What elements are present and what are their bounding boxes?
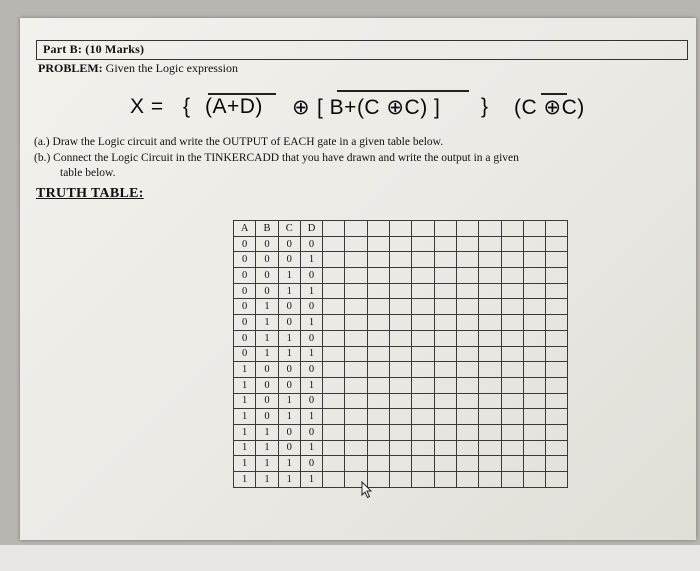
mouse-cursor-icon xyxy=(361,481,373,499)
expr-last-term: (C ⊕C) xyxy=(514,96,585,119)
blank-output-cell xyxy=(412,252,434,268)
blank-output-cell xyxy=(523,236,545,252)
blank-output-cell xyxy=(523,393,545,409)
blank-output-cell xyxy=(434,393,456,409)
blank-output-cell xyxy=(345,330,367,346)
blank-output-cell xyxy=(412,440,434,456)
blank-output-cell xyxy=(323,315,345,331)
blank-output-cell xyxy=(456,252,478,268)
blank-output-cell xyxy=(546,424,568,440)
blank-output-cell xyxy=(412,393,434,409)
blank-output-cell xyxy=(479,393,501,409)
blank-output-cell xyxy=(390,424,412,440)
blank-output-cell xyxy=(390,299,412,315)
blank-output-cell xyxy=(479,330,501,346)
input-cell: 0 xyxy=(278,424,300,440)
blank-output-cell xyxy=(501,472,523,488)
blank-output-header-cell xyxy=(345,221,367,237)
header-cell-b: B xyxy=(256,221,278,237)
expr-open-brace: { xyxy=(183,95,191,118)
blank-output-cell xyxy=(546,377,568,393)
input-cell: 0 xyxy=(300,268,322,284)
input-cell: 0 xyxy=(234,283,256,299)
part-title: Part B: (10 Marks) xyxy=(43,42,145,56)
blank-output-cell xyxy=(456,377,478,393)
blank-output-cell xyxy=(367,330,389,346)
blank-output-cell xyxy=(456,362,478,378)
blank-output-cell xyxy=(523,472,545,488)
input-cell: 1 xyxy=(256,440,278,456)
input-cell: 1 xyxy=(234,472,256,488)
blank-output-cell xyxy=(546,283,568,299)
blank-output-cell xyxy=(523,424,545,440)
blank-output-cell xyxy=(501,346,523,362)
input-cell: 1 xyxy=(256,346,278,362)
overline-last-c xyxy=(541,93,567,95)
blank-output-cell xyxy=(456,315,478,331)
blank-output-cell xyxy=(345,315,367,331)
blank-output-cell xyxy=(390,330,412,346)
blank-output-cell xyxy=(501,456,523,472)
input-cell: 1 xyxy=(234,440,256,456)
blank-output-cell xyxy=(456,346,478,362)
input-cell: 1 xyxy=(300,283,322,299)
input-cell: 1 xyxy=(256,315,278,331)
problem-label: PROBLEM: xyxy=(38,61,103,75)
blank-output-cell xyxy=(323,299,345,315)
blank-output-cell xyxy=(456,268,478,284)
input-cell: 1 xyxy=(278,393,300,409)
blank-output-cell xyxy=(456,472,478,488)
expr-a-plus-d: (A+D) xyxy=(205,95,263,118)
blank-output-cell xyxy=(323,268,345,284)
input-cell: 0 xyxy=(278,299,300,315)
overline-bracket-term xyxy=(337,90,469,92)
blank-output-cell xyxy=(501,440,523,456)
input-cell: 1 xyxy=(300,472,322,488)
input-cell: 0 xyxy=(256,409,278,425)
blank-output-cell xyxy=(523,377,545,393)
blank-output-cell xyxy=(390,268,412,284)
blank-output-cell xyxy=(367,377,389,393)
table-row xyxy=(234,456,568,472)
blank-output-cell xyxy=(412,315,434,331)
table-row xyxy=(234,346,568,362)
blank-output-cell xyxy=(523,440,545,456)
blank-output-cell xyxy=(434,236,456,252)
blank-output-cell xyxy=(367,346,389,362)
input-cell: 1 xyxy=(300,409,322,425)
blank-output-cell xyxy=(501,315,523,331)
blank-output-cell xyxy=(523,283,545,299)
blank-output-cell xyxy=(345,268,367,284)
input-cell: 0 xyxy=(256,236,278,252)
blank-output-cell xyxy=(412,283,434,299)
truth-table xyxy=(233,220,568,488)
input-cell: 0 xyxy=(234,268,256,284)
blank-output-cell xyxy=(323,283,345,299)
input-cell: 0 xyxy=(278,315,300,331)
blank-output-cell xyxy=(479,424,501,440)
table-row xyxy=(234,268,568,284)
blank-output-cell xyxy=(434,315,456,331)
blank-output-cell xyxy=(367,236,389,252)
blank-output-cell xyxy=(456,236,478,252)
blank-output-cell xyxy=(323,409,345,425)
blank-output-cell xyxy=(412,472,434,488)
input-cell: 0 xyxy=(256,268,278,284)
blank-output-cell xyxy=(323,252,345,268)
blank-output-header-cell xyxy=(523,221,545,237)
input-cell: 1 xyxy=(278,409,300,425)
blank-output-cell xyxy=(523,252,545,268)
blank-output-cell xyxy=(345,252,367,268)
blank-output-cell xyxy=(345,236,367,252)
expr-x-equals: X = xyxy=(130,95,164,118)
input-cell: 0 xyxy=(300,393,322,409)
input-cell: 1 xyxy=(256,299,278,315)
blank-output-cell xyxy=(501,362,523,378)
problem-statement xyxy=(38,61,238,76)
blank-output-cell xyxy=(390,362,412,378)
input-cell: 1 xyxy=(300,346,322,362)
table-row xyxy=(234,362,568,378)
table-row xyxy=(234,393,568,409)
input-cell: 1 xyxy=(234,456,256,472)
screen-bottom-edge xyxy=(0,545,700,571)
blank-output-cell xyxy=(456,456,478,472)
blank-output-cell xyxy=(434,252,456,268)
instruction-b-continued: table below. xyxy=(60,167,116,179)
blank-output-header-cell xyxy=(390,221,412,237)
blank-output-cell xyxy=(390,377,412,393)
input-cell: 0 xyxy=(278,362,300,378)
table-row xyxy=(234,252,568,268)
blank-output-cell xyxy=(434,330,456,346)
input-cell: 0 xyxy=(256,377,278,393)
blank-output-cell xyxy=(345,409,367,425)
input-cell: 1 xyxy=(256,330,278,346)
worksheet-page xyxy=(20,18,696,540)
blank-output-cell xyxy=(434,283,456,299)
blank-output-cell xyxy=(523,456,545,472)
input-cell: 1 xyxy=(256,472,278,488)
problem-text: Given the Logic expression xyxy=(105,61,238,75)
input-cell: 0 xyxy=(234,236,256,252)
blank-output-cell xyxy=(523,268,545,284)
input-cell: 1 xyxy=(300,315,322,331)
input-cell: 0 xyxy=(256,252,278,268)
blank-output-cell xyxy=(479,299,501,315)
blank-output-cell xyxy=(523,299,545,315)
blank-output-cell xyxy=(546,472,568,488)
blank-output-cell xyxy=(501,330,523,346)
blank-output-cell xyxy=(546,236,568,252)
header-cell-d: D xyxy=(300,221,322,237)
blank-output-cell xyxy=(434,299,456,315)
blank-output-cell xyxy=(367,424,389,440)
expr-close-brace: } xyxy=(481,95,489,118)
blank-output-cell xyxy=(390,456,412,472)
blank-output-cell xyxy=(479,472,501,488)
blank-output-cell xyxy=(390,346,412,362)
blank-output-cell xyxy=(390,393,412,409)
blank-output-cell xyxy=(546,268,568,284)
input-cell: 1 xyxy=(234,362,256,378)
blank-output-cell xyxy=(412,236,434,252)
blank-output-cell xyxy=(434,440,456,456)
blank-output-header-cell xyxy=(367,221,389,237)
blank-output-cell xyxy=(390,472,412,488)
input-cell: 1 xyxy=(234,393,256,409)
blank-output-cell xyxy=(412,409,434,425)
blank-output-cell xyxy=(501,424,523,440)
blank-output-cell xyxy=(367,393,389,409)
blank-output-header-cell xyxy=(501,221,523,237)
blank-output-cell xyxy=(434,472,456,488)
input-cell: 1 xyxy=(278,456,300,472)
blank-output-cell xyxy=(345,346,367,362)
truth-table-label: TRUTH TABLE: xyxy=(36,186,144,201)
blank-output-cell xyxy=(479,362,501,378)
input-cell: 0 xyxy=(234,299,256,315)
blank-output-cell xyxy=(367,283,389,299)
instruction-b: (b.) Connect the Logic Circuit in the TINKERCADD that you have drawn and write the output in a given xyxy=(34,152,519,164)
blank-output-header-cell xyxy=(546,221,568,237)
input-cell: 1 xyxy=(300,377,322,393)
table-row xyxy=(234,299,568,315)
blank-output-cell xyxy=(434,456,456,472)
header-cell-c: C xyxy=(278,221,300,237)
blank-output-cell xyxy=(323,330,345,346)
blank-output-cell xyxy=(412,362,434,378)
blank-output-cell xyxy=(501,252,523,268)
blank-output-cell xyxy=(501,409,523,425)
header-box xyxy=(36,40,688,60)
blank-output-cell xyxy=(456,409,478,425)
blank-output-cell xyxy=(367,315,389,331)
blank-output-cell xyxy=(412,424,434,440)
input-cell: 0 xyxy=(234,252,256,268)
blank-output-cell xyxy=(345,456,367,472)
table-row xyxy=(234,315,568,331)
blank-output-cell xyxy=(345,377,367,393)
table-row xyxy=(234,236,568,252)
blank-output-cell xyxy=(546,456,568,472)
blank-output-cell xyxy=(345,440,367,456)
blank-output-cell xyxy=(412,456,434,472)
blank-output-cell xyxy=(546,346,568,362)
input-cell: 1 xyxy=(256,424,278,440)
blank-output-cell xyxy=(323,424,345,440)
blank-output-cell xyxy=(479,377,501,393)
instruction-a: (a.) Draw the Logic circuit and write the OUTPUT of EACH gate in a given table below. xyxy=(34,136,444,148)
blank-output-cell xyxy=(456,393,478,409)
blank-output-cell xyxy=(523,346,545,362)
table-row xyxy=(234,472,568,488)
blank-output-cell xyxy=(501,377,523,393)
blank-output-cell xyxy=(323,440,345,456)
blank-output-cell xyxy=(434,377,456,393)
input-cell: 1 xyxy=(234,409,256,425)
input-cell: 0 xyxy=(278,440,300,456)
blank-output-cell xyxy=(345,283,367,299)
table-row xyxy=(234,283,568,299)
blank-output-header-cell xyxy=(479,221,501,237)
input-cell: 0 xyxy=(300,362,322,378)
blank-output-cell xyxy=(390,409,412,425)
blank-output-cell xyxy=(390,252,412,268)
table-row xyxy=(234,409,568,425)
blank-output-cell xyxy=(345,362,367,378)
input-cell: 1 xyxy=(300,440,322,456)
blank-output-cell xyxy=(367,299,389,315)
input-cell: 1 xyxy=(234,424,256,440)
blank-output-cell xyxy=(367,268,389,284)
blank-output-cell xyxy=(546,299,568,315)
blank-output-cell xyxy=(345,299,367,315)
blank-output-cell xyxy=(546,330,568,346)
blank-output-cell xyxy=(412,377,434,393)
input-cell: 0 xyxy=(300,299,322,315)
input-cell: 1 xyxy=(256,456,278,472)
blank-output-cell xyxy=(456,330,478,346)
blank-output-cell xyxy=(323,346,345,362)
blank-output-cell xyxy=(345,424,367,440)
input-cell: 0 xyxy=(234,315,256,331)
input-cell: 0 xyxy=(234,330,256,346)
blank-output-cell xyxy=(546,252,568,268)
blank-output-cell xyxy=(479,252,501,268)
blank-output-cell xyxy=(323,236,345,252)
blank-output-cell xyxy=(412,268,434,284)
blank-output-cell xyxy=(367,440,389,456)
blank-output-cell xyxy=(434,424,456,440)
blank-output-cell xyxy=(479,236,501,252)
truth-table-header-row xyxy=(234,221,568,237)
input-cell: 0 xyxy=(278,377,300,393)
blank-output-cell xyxy=(456,299,478,315)
input-cell: 0 xyxy=(300,456,322,472)
input-cell: 1 xyxy=(234,377,256,393)
blank-output-cell xyxy=(434,346,456,362)
blank-output-cell xyxy=(501,299,523,315)
input-cell: 1 xyxy=(300,252,322,268)
blank-output-header-cell xyxy=(456,221,478,237)
input-cell: 0 xyxy=(300,236,322,252)
overline-a-plus-d xyxy=(208,93,276,95)
blank-output-cell xyxy=(523,409,545,425)
blank-output-cell xyxy=(523,362,545,378)
blank-output-cell xyxy=(479,315,501,331)
blank-output-cell xyxy=(501,268,523,284)
blank-output-cell xyxy=(479,346,501,362)
input-cell: 0 xyxy=(256,362,278,378)
blank-output-cell xyxy=(456,283,478,299)
expr-bracket-term: [ B+(C ⊕C) ] xyxy=(317,96,441,119)
input-cell: 1 xyxy=(278,330,300,346)
table-row xyxy=(234,330,568,346)
input-cell: 0 xyxy=(278,236,300,252)
blank-output-header-cell xyxy=(434,221,456,237)
input-cell: 1 xyxy=(278,346,300,362)
blank-output-cell xyxy=(523,315,545,331)
logic-expression xyxy=(20,95,696,129)
blank-output-cell xyxy=(367,409,389,425)
blank-output-cell xyxy=(479,440,501,456)
input-cell: 1 xyxy=(278,472,300,488)
input-cell: 0 xyxy=(300,330,322,346)
blank-output-cell xyxy=(546,409,568,425)
blank-output-cell xyxy=(501,236,523,252)
blank-output-cell xyxy=(456,424,478,440)
blank-output-cell xyxy=(523,330,545,346)
blank-output-cell xyxy=(390,283,412,299)
blank-output-cell xyxy=(479,456,501,472)
blank-output-cell xyxy=(456,440,478,456)
blank-output-cell xyxy=(390,440,412,456)
blank-output-header-cell xyxy=(323,221,345,237)
blank-output-cell xyxy=(412,330,434,346)
header-cell-a: A xyxy=(234,221,256,237)
table-row xyxy=(234,440,568,456)
blank-output-cell xyxy=(390,315,412,331)
blank-output-cell xyxy=(434,268,456,284)
input-cell: 1 xyxy=(278,283,300,299)
blank-output-cell xyxy=(479,268,501,284)
blank-output-cell xyxy=(323,472,345,488)
table-row xyxy=(234,424,568,440)
blank-output-cell xyxy=(367,362,389,378)
table-row xyxy=(234,377,568,393)
blank-output-cell xyxy=(390,236,412,252)
blank-output-cell xyxy=(501,393,523,409)
blank-output-cell xyxy=(546,440,568,456)
blank-output-cell xyxy=(434,409,456,425)
expr-xor-symbol: ⊕ xyxy=(292,96,311,119)
blank-output-header-cell xyxy=(412,221,434,237)
blank-output-cell xyxy=(479,409,501,425)
blank-output-cell xyxy=(412,299,434,315)
blank-output-cell xyxy=(345,393,367,409)
input-cell: 1 xyxy=(278,268,300,284)
blank-output-cell xyxy=(546,362,568,378)
blank-output-cell xyxy=(323,377,345,393)
input-cell: 0 xyxy=(278,252,300,268)
blank-output-cell xyxy=(367,252,389,268)
blank-output-cell xyxy=(546,315,568,331)
input-cell: 0 xyxy=(256,283,278,299)
blank-output-cell xyxy=(323,362,345,378)
input-cell: 0 xyxy=(300,424,322,440)
blank-output-cell xyxy=(479,283,501,299)
input-cell: 0 xyxy=(234,346,256,362)
blank-output-cell xyxy=(367,456,389,472)
blank-output-cell xyxy=(546,393,568,409)
blank-output-cell xyxy=(412,346,434,362)
blank-output-cell xyxy=(323,393,345,409)
blank-output-cell xyxy=(501,283,523,299)
input-cell: 0 xyxy=(256,393,278,409)
blank-output-cell xyxy=(323,456,345,472)
blank-output-cell xyxy=(434,362,456,378)
